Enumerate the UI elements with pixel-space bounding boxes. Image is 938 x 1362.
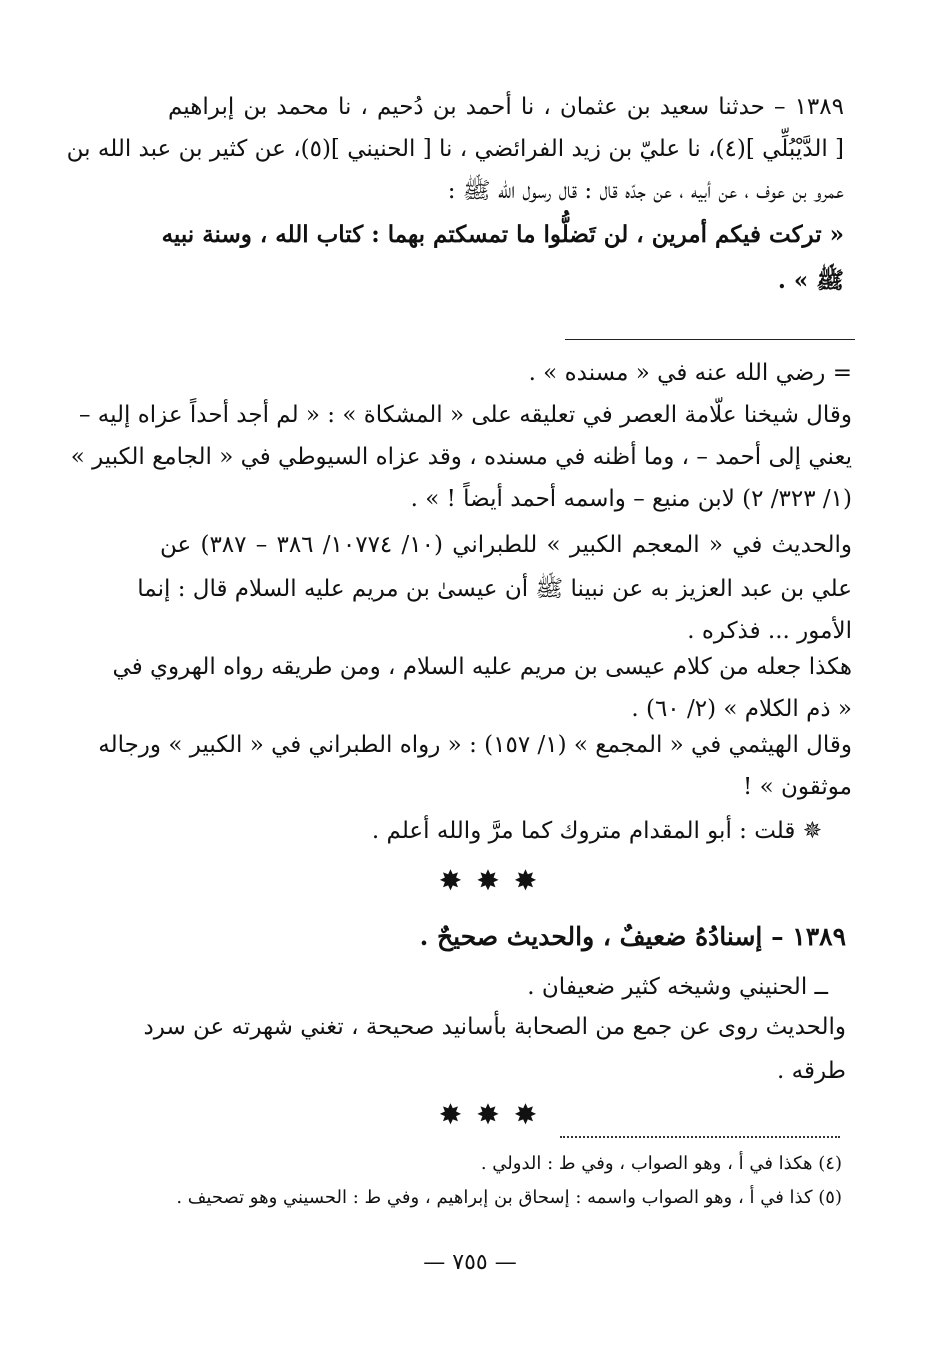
footnote-separator (565, 339, 855, 340)
commentary-line: علي بن عبد العزيز به عن نبينا ﷺ أن عيسىٰ بن مريم عليه السلام قال : إنما (137, 576, 852, 602)
ruling-title: ١٣٨٩ – إسنادُهُ ضعيفٌ ، والحديث صحيحٌ . (419, 922, 846, 951)
commentary-line: « ذم الكلام » (٢/ ٦٠) . (631, 696, 852, 722)
section-stars: ✸✸✸ (438, 864, 552, 897)
hadith-matn-line: ﷺ » . (777, 267, 844, 294)
hadith-line: ١٣٨٩ – حدثنا سعيد بن عثمان ، نا أحمد بن دُحيم ، نا محمد بن إبراهيم (168, 94, 844, 120)
commentary-line: = رضي الله عنه في « مسنده » . (528, 360, 852, 386)
footnote-separator-dotted (560, 1136, 840, 1138)
ruling-line: ــ الحنيني وشيخه كثير ضعيفان . (527, 974, 828, 1000)
footnote: (٤) هكذا في أ ، وهو الصواب ، وفي ط : الدولي . (480, 1153, 842, 1174)
hadith-line: [ الدَّيْبُلِّي ](٤)، نا عليّ بن زيد الفرائضي ، نا [ الحنيني ](٥)، عن كثير بن عبد الله بن (66, 136, 844, 162)
commentary-line: هكذا جعله من كلام عيسى بن مريم عليه السلام ، ومن طريقه رواه الهروي في (112, 654, 852, 680)
section-stars: ✸✸✸ (438, 1098, 552, 1131)
commentary-line: وقال الهيثمي في « المجمع » (١/ ١٥٧) : « رواه الطبراني في « الكبير » ورجاله (98, 732, 852, 758)
hadith-line: عمرو بن عوف ، عن أبيه ، عن جدّه قال : قال رسول الله ﷺ : (447, 178, 844, 204)
page-number: — ٧٥٥ — (423, 1250, 517, 1275)
hadith-matn-line: « تركت فيكم أمرين ، لن تَضلُّوا ما تمسكتم بهما : كتاب الله ، وسنة نبيه (161, 221, 844, 248)
footnote: (٥) كذا في أ ، وهو الصواب واسمه : إسحاق بن إبراهيم ، وفي ط : الحسيني وهو تصحيف . (176, 1187, 842, 1208)
commentary-line: ✵ قلت : أبو المقدام متروك كما مرَّ والله أعلم . (371, 818, 822, 844)
commentary-line: يعني إلى أحمد – ، وما أظنه في مسنده ، وقد عزاه السيوطي في « الجامع الكبير » (70, 444, 852, 470)
ruling-line: طرقه . (777, 1058, 846, 1084)
commentary-line: والحديث في « المعجم الكبير » للطبراني (١٠/ ١٠٧٧٤/ ٣٨٦ – ٣٨٧) عن (160, 532, 852, 558)
commentary-line: الأمور ... فذكره . (687, 618, 852, 644)
ruling-line: والحديث روى عن جمع من الصحابة بأسانيد صحيحة ، تغني شهرته عن سرد (143, 1014, 846, 1040)
commentary-line: وقال شيخنا علّامة العصر في تعليقه على « المشكاة » : « لم أجد أحداً عزاه إليه – (78, 402, 852, 428)
commentary-line: (١/ ٣٢٣/ ٢) لابن منيع – واسمه أحمد أيضاً ! » . (410, 486, 852, 512)
commentary-line: موثقون » ! (743, 774, 852, 800)
